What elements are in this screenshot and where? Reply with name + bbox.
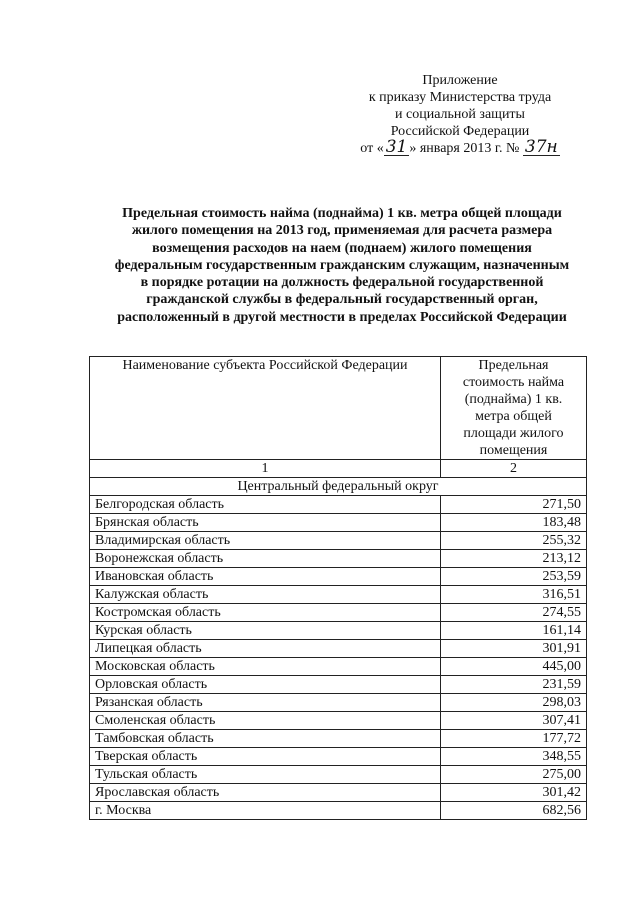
title-line-3: возмещения расходов на наем (поднаем) жилого помещения bbox=[152, 240, 532, 256]
region-name: Костромская область bbox=[90, 604, 441, 622]
header-max-price bbox=[441, 357, 587, 460]
region-name: Ярославская область bbox=[90, 784, 441, 802]
region-name: Рязанская область bbox=[90, 694, 441, 712]
federal-district-row bbox=[90, 478, 587, 496]
region-name: Воронежская область bbox=[90, 550, 441, 568]
approval-line-1: Приложение bbox=[422, 73, 498, 88]
table-row bbox=[90, 532, 587, 550]
title-line-5: в порядке ротации на должность федеральной государственной bbox=[140, 275, 544, 291]
table-row bbox=[90, 748, 587, 766]
table-row bbox=[90, 712, 587, 730]
title-line-2: жилого помещения на 2013 год, применяемая для расчета размера bbox=[131, 223, 553, 239]
approval-line-2: к приказу Министерства труда bbox=[368, 90, 552, 105]
approval-block bbox=[340, 72, 580, 157]
column-number-row bbox=[90, 460, 587, 478]
region-name: Тульская область bbox=[90, 766, 441, 784]
table-row bbox=[90, 550, 587, 568]
region-name: Тверская область bbox=[90, 748, 441, 766]
table-row bbox=[90, 496, 587, 514]
table-row bbox=[90, 568, 587, 586]
rates-table bbox=[89, 356, 587, 820]
region-name: Липецкая область bbox=[90, 640, 441, 658]
column-number-1: 1 bbox=[90, 460, 441, 478]
region-name: Курская область bbox=[90, 622, 441, 640]
header-price-line: Предельная bbox=[478, 358, 549, 373]
region-name: Брянская область bbox=[90, 514, 441, 532]
title-line-7: расположенный в другой местности в пределах Российской Федерации bbox=[117, 309, 567, 325]
header-price-line: площади жилого bbox=[463, 426, 564, 441]
table-row bbox=[90, 766, 587, 784]
region-max-price: 213,12 bbox=[441, 550, 587, 568]
header-row bbox=[90, 357, 587, 460]
federal-district-name: Центральный федеральный округ bbox=[90, 478, 587, 496]
region-name: Владимирская область bbox=[90, 532, 441, 550]
region-name: Московская область bbox=[90, 658, 441, 676]
region-max-price: 255,32 bbox=[441, 532, 587, 550]
region-max-price: 682,56 bbox=[441, 802, 587, 820]
region-max-price: 348,55 bbox=[441, 748, 587, 766]
table-row bbox=[90, 622, 587, 640]
region-max-price: 445,00 bbox=[441, 658, 587, 676]
header-price-line: помещения bbox=[479, 443, 548, 458]
document-title bbox=[92, 205, 592, 326]
table-row bbox=[90, 730, 587, 748]
region-max-price: 231,59 bbox=[441, 676, 587, 694]
table-row bbox=[90, 604, 587, 622]
region-max-price: 177,72 bbox=[441, 730, 587, 748]
table-row bbox=[90, 514, 587, 532]
region-max-price: 301,42 bbox=[441, 784, 587, 802]
region-name: Тамбовская область bbox=[90, 730, 441, 748]
region-name: Смоленская область bbox=[90, 712, 441, 730]
region-max-price: 301,91 bbox=[441, 640, 587, 658]
region-name: Ивановская область bbox=[90, 568, 441, 586]
table-row bbox=[90, 658, 587, 676]
table-row bbox=[90, 784, 587, 802]
region-max-price: 298,03 bbox=[441, 694, 587, 712]
region-max-price: 183,48 bbox=[441, 514, 587, 532]
header-price-line: метра общей bbox=[475, 409, 552, 424]
handwritten-day: 31 bbox=[385, 137, 408, 157]
table-row bbox=[90, 676, 587, 694]
title-line-1: Предельная стоимость найма (поднайма) 1 кв. метра общей площади bbox=[122, 206, 562, 221]
date-middle: » января 2013 г. № bbox=[409, 141, 520, 156]
region-max-price: 274,55 bbox=[441, 604, 587, 622]
header-region-name: Наименование субъекта Российской Федерации bbox=[90, 357, 441, 460]
table-row bbox=[90, 802, 587, 820]
region-max-price: 253,59 bbox=[441, 568, 587, 586]
region-name: Белгородская область bbox=[90, 496, 441, 514]
title-line-6: гражданской службы в федеральный государственный орган, bbox=[146, 292, 538, 308]
date-prefix: от « bbox=[360, 141, 384, 156]
region-max-price: 275,00 bbox=[441, 766, 587, 784]
region-max-price: 161,14 bbox=[441, 622, 587, 640]
title-line-4: федеральным государственным гражданским служащим, назначенным bbox=[114, 257, 570, 273]
region-name: Калужская область bbox=[90, 586, 441, 604]
region-name: Орловская область bbox=[90, 676, 441, 694]
column-number-2: 2 bbox=[441, 460, 587, 478]
region-max-price: 316,51 bbox=[441, 586, 587, 604]
header-price-line: стоимость найма bbox=[462, 375, 565, 390]
region-max-price: 271,50 bbox=[441, 496, 587, 514]
table-row bbox=[90, 586, 587, 604]
approval-date-line bbox=[340, 137, 580, 157]
header-price-line: (поднайма) 1 кв. bbox=[464, 392, 563, 407]
region-max-price: 307,41 bbox=[441, 712, 587, 730]
table-row bbox=[90, 640, 587, 658]
table-row bbox=[90, 694, 587, 712]
approval-line-3: и социальной защиты bbox=[395, 107, 525, 122]
approval-line-4: Российской Федерации bbox=[390, 124, 530, 139]
handwritten-order-number: 37н bbox=[524, 137, 558, 157]
region-name: г. Москва bbox=[90, 802, 441, 820]
